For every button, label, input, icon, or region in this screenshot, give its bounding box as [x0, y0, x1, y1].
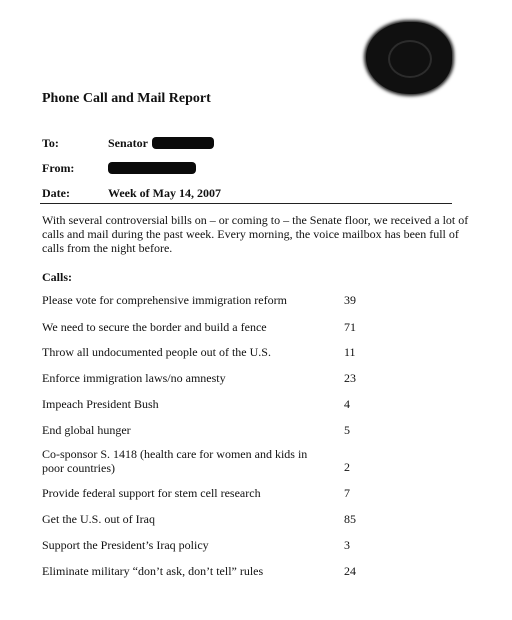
to-label: To: — [42, 136, 59, 150]
call-item-label: Eliminate military “don’t ask, don’t tell” rules — [42, 564, 264, 578]
redacted-name-from — [108, 162, 196, 174]
call-item-label — [42, 447, 307, 475]
intro-line: With several controversial bills on – or coming to – the Senate floor, we received a lot of — [42, 213, 469, 227]
header-divider — [40, 203, 452, 204]
call-item-count: 11 — [344, 345, 356, 359]
call-item-label-line: Co-sponsor S. 1418 (health care for women and kids in — [42, 447, 308, 461]
date-label: Date: — [42, 186, 70, 200]
redacted-seal — [366, 22, 452, 94]
call-item-label: Impeach President Bush — [42, 397, 159, 411]
call-item-count: 2 — [344, 460, 350, 474]
call-item-count: 71 — [344, 320, 356, 334]
call-item-label: Throw all undocumented people out of the U.S. — [42, 345, 271, 359]
call-item-count: 24 — [344, 564, 356, 578]
intro-line: calls and mail during the past week. Every morning, the voice mailbox has been full of — [42, 227, 459, 241]
call-item-label-line: poor countries) — [42, 461, 115, 475]
to-value: Senator — [108, 136, 148, 150]
call-item-count: 4 — [344, 397, 350, 411]
call-item-label: Support the President’s Iraq policy — [42, 538, 209, 552]
date-value: Week of May 14, 2007 — [108, 186, 221, 200]
call-item-count: 23 — [344, 371, 356, 385]
call-item-label: Please vote for comprehensive immigration reform — [42, 293, 287, 307]
call-item-count: 85 — [344, 512, 356, 526]
call-item-count: 5 — [344, 423, 350, 437]
from-label: From: — [42, 161, 75, 175]
redacted-name-to — [152, 137, 214, 149]
call-item-label: We need to secure the border and build a fence — [42, 320, 267, 334]
call-item-count: 7 — [344, 486, 350, 500]
call-item-label: Provide federal support for stem cell research — [42, 486, 261, 500]
call-item-count: 3 — [344, 538, 350, 552]
report-title: Phone Call and Mail Report — [42, 91, 211, 106]
call-item-label: End global hunger — [42, 423, 131, 437]
call-item-label: Enforce immigration laws/no amnesty — [42, 371, 226, 385]
intro-paragraph — [42, 213, 469, 255]
call-item-count: 39 — [344, 293, 356, 307]
intro-line: calls from the night before. — [42, 241, 173, 255]
call-item-label: Get the U.S. out of Iraq — [42, 512, 155, 526]
calls-heading: Calls: — [42, 270, 72, 284]
